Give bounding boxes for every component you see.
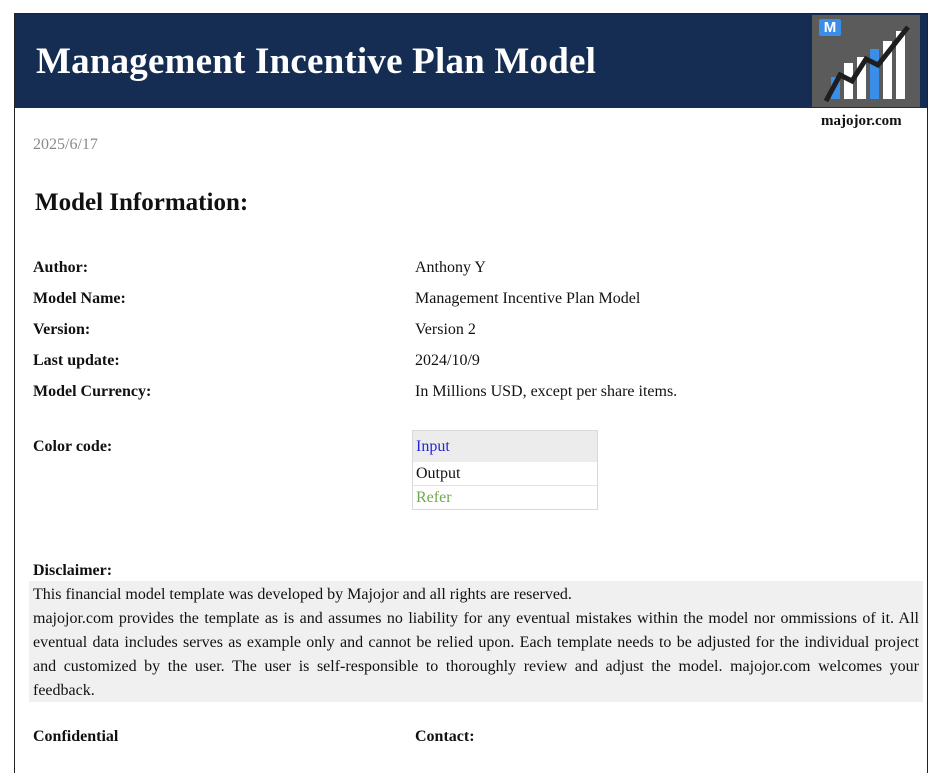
confidential-label: Confidential [33,728,119,745]
title-banner [15,14,927,108]
disclaimer-body: majojor.com provides the template as is and assumes no liability for any eventual mistakes within the model nor ommissions of it. All eventual data includes serves as example only and cannot be relied upon. Each template needs to be adjusted for the individual project and customized by the user. The user is self-responsible to thoroughly review and adjust the model. majojor.com welcomes your feedback. [33,610,919,699]
color-code-label: Color code: [33,438,113,455]
majojor-logo [812,15,920,107]
legend-refer: Refer [416,489,452,506]
site-label: majojor.com [821,113,902,129]
report-date: 2025/6/17 [33,136,98,153]
model-name-label: Model Name: [33,290,126,307]
legend-input: Input [413,431,597,462]
page-title: Management Incentive Plan Model [36,41,597,82]
legend-output: Output [413,462,597,486]
author-label: Author: [33,259,89,276]
logo-letter: M [819,19,841,36]
author-value: Anthony Y [415,259,486,276]
version-value: Version 2 [415,321,476,338]
color-code-legend [412,430,598,510]
contact-label: Contact: [415,728,475,745]
disclaimer-label: Disclaimer: [33,562,113,579]
disclaimer-line1: This financial model template was developed by Majojor and all rights are reserved. [33,586,572,603]
last-update-label: Last update: [33,352,120,369]
version-label: Version: [33,321,91,338]
last-update-value: 2024/10/9 [415,352,480,369]
document-sheet [14,13,928,773]
model-info-heading: Model Information: [35,189,249,216]
model-name-value: Management Incentive Plan Model [415,290,641,307]
disclaimer-text-box [29,581,923,702]
currency-value: In Millions USD, except per share items. [415,383,678,400]
currency-label: Model Currency: [33,383,152,400]
